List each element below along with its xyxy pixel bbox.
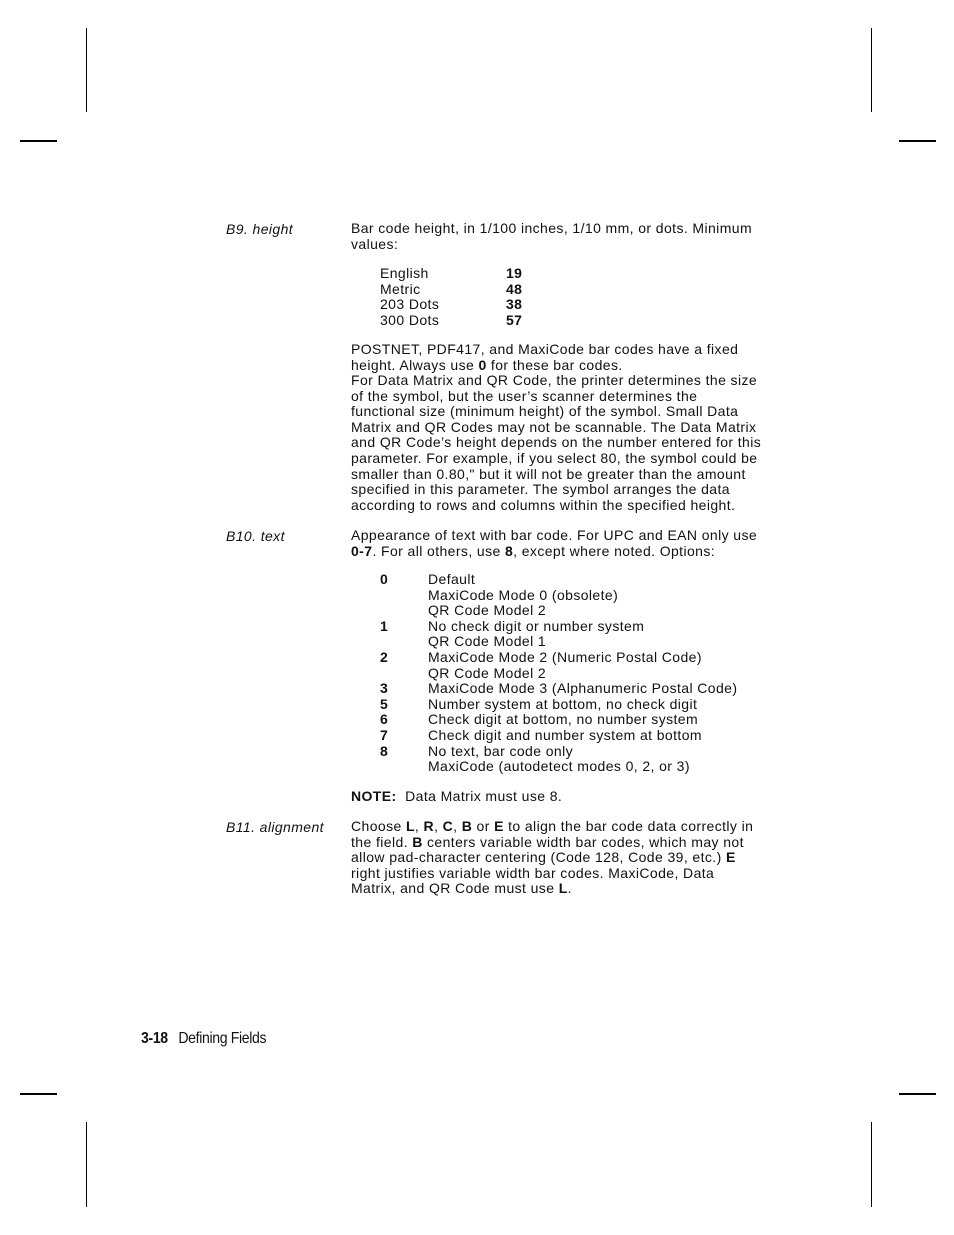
option-row: [380, 681, 800, 697]
option-r: R: [423, 818, 435, 834]
option-description: Number system at bottom, no check digit: [428, 695, 698, 712]
section-title: Defining Fields: [178, 1030, 267, 1047]
option-description: No check digit or number system QR Code Model 1: [428, 617, 645, 650]
option-description: Check digit at bottom, no number system: [428, 711, 699, 728]
option-row: [380, 728, 800, 744]
crop-mark-bottom-left-vertical: [86, 1122, 87, 1207]
b9-fixed-height-value: 0: [478, 356, 487, 373]
crop-mark-top-right-horizontal: [899, 140, 936, 142]
b10-default-value: 8: [504, 542, 514, 559]
option-code: 8: [380, 742, 389, 759]
unit-label: 300 Dots: [380, 311, 440, 328]
unit-label: Metric: [380, 280, 421, 297]
crop-mark-bottom-right-vertical: [871, 1122, 872, 1207]
unit-value: 19: [506, 265, 523, 281]
b11-text: right justifies variable width bar codes. MaxiCode, Data Matrix, and QR Code must use: [351, 864, 715, 897]
option-e: E: [725, 849, 736, 866]
option-code: 5: [380, 695, 389, 712]
b11-text: .: [567, 880, 572, 897]
option-code: 2: [380, 648, 389, 665]
unit-value: 57: [506, 311, 523, 328]
unit-label: 203 Dots: [380, 296, 440, 313]
separator: ,: [434, 818, 443, 834]
b11-label: B11. alignment: [226, 819, 324, 835]
b9-intro: Bar code height, in 1/100 inches, 1/10 mm, or dots. Minimum values:: [351, 220, 753, 252]
option-row: [380, 619, 800, 650]
b10-intro: [351, 528, 791, 559]
separator: ,: [453, 818, 462, 834]
note-text: Data Matrix must use 8.: [396, 788, 563, 804]
unit-value: 38: [506, 296, 523, 313]
unit-value: 48: [506, 280, 523, 297]
option-row: [380, 650, 800, 681]
option-code: 0: [380, 571, 389, 587]
crop-mark-top-left-vertical: [86, 28, 87, 112]
crop-mark-bottom-right-horizontal: [899, 1093, 936, 1095]
option-row: [380, 712, 800, 728]
crop-mark-top-left-horizontal: [20, 140, 57, 142]
option-code: 1: [380, 617, 389, 634]
b11-description: [351, 819, 791, 897]
b9-label: B9. height: [226, 221, 294, 237]
option-description: No text, bar code only MaxiCode (autodetect modes 0, 2, or 3): [428, 742, 690, 775]
option-row: [380, 744, 800, 775]
page-footer: [141, 1030, 266, 1048]
option-l: L: [405, 818, 415, 834]
option-code: 6: [380, 711, 389, 728]
option-row: [380, 572, 800, 619]
b9-fixed-height-paragraph: [351, 342, 791, 373]
b10-intro-text-2: . For all others, use: [372, 542, 505, 559]
option-description: Default MaxiCode Mode 0 (obsolete) QR Code Model 2: [428, 571, 619, 619]
b11-text: or: [472, 818, 495, 834]
b9-fixed-height-text-end: for these bar codes.: [486, 356, 623, 373]
page-number: 3-18: [141, 1030, 168, 1047]
option-b: B: [412, 833, 423, 850]
option-row: [380, 697, 800, 713]
b10-intro-text: Appearance of text with bar code. For UPC and EAN only use: [351, 527, 758, 543]
b9-data-matrix-paragraph: For Data Matrix and QR Code, the printer determines the size of the symbol, but the user’s scanner determines the functional size (minimum height) of the symbol. Small Data Matrix and QR Codes may not be scannable. The Data Matrix and QR Code’s height depends on the number entered for this parameter. For example, if you select 80, the symbol could be smaller than 0.80," but it will not be greater than the amount specified in this parameter. The symbol arranges the data according to rows and columns within the specified height.: [351, 372, 762, 513]
option-description: Check digit and number system at bottom: [428, 726, 702, 743]
unit-label: English: [380, 265, 429, 281]
option-c: C: [442, 818, 454, 834]
b11-text: Choose: [351, 818, 406, 834]
crop-mark-bottom-left-horizontal: [20, 1093, 57, 1095]
option-l: L: [558, 880, 568, 897]
b10-note: [351, 789, 791, 805]
b11-text: centers variable width bar codes, which may not allow pad-character centering (Code 128, Code 39, etc.): [351, 833, 744, 866]
option-description: MaxiCode Mode 3 (Alphanumeric Postal Code): [428, 680, 738, 697]
b10-intro-text-3: , except where noted. Options:: [513, 542, 716, 559]
option-description: MaxiCode Mode 2 (Numeric Postal Code) QR Code Model 2: [428, 648, 702, 681]
crop-mark-top-right-vertical: [871, 28, 872, 112]
b10-upc-range: 0-7: [351, 542, 373, 559]
option-b: B: [461, 818, 473, 834]
note-label: NOTE:: [351, 788, 397, 804]
option-code: 7: [380, 726, 389, 743]
b11-text: to align the bar code data correctly in the field.: [351, 818, 754, 850]
b9-fixed-height-text: POSTNET, PDF417, and MaxiCode bar codes have a fixed height. Always use: [351, 341, 739, 373]
option-e: E: [494, 818, 504, 834]
text-options-table: [380, 572, 800, 775]
separator: ,: [414, 818, 424, 834]
option-code: 3: [380, 680, 389, 697]
b10-label: B10. text: [226, 528, 285, 544]
